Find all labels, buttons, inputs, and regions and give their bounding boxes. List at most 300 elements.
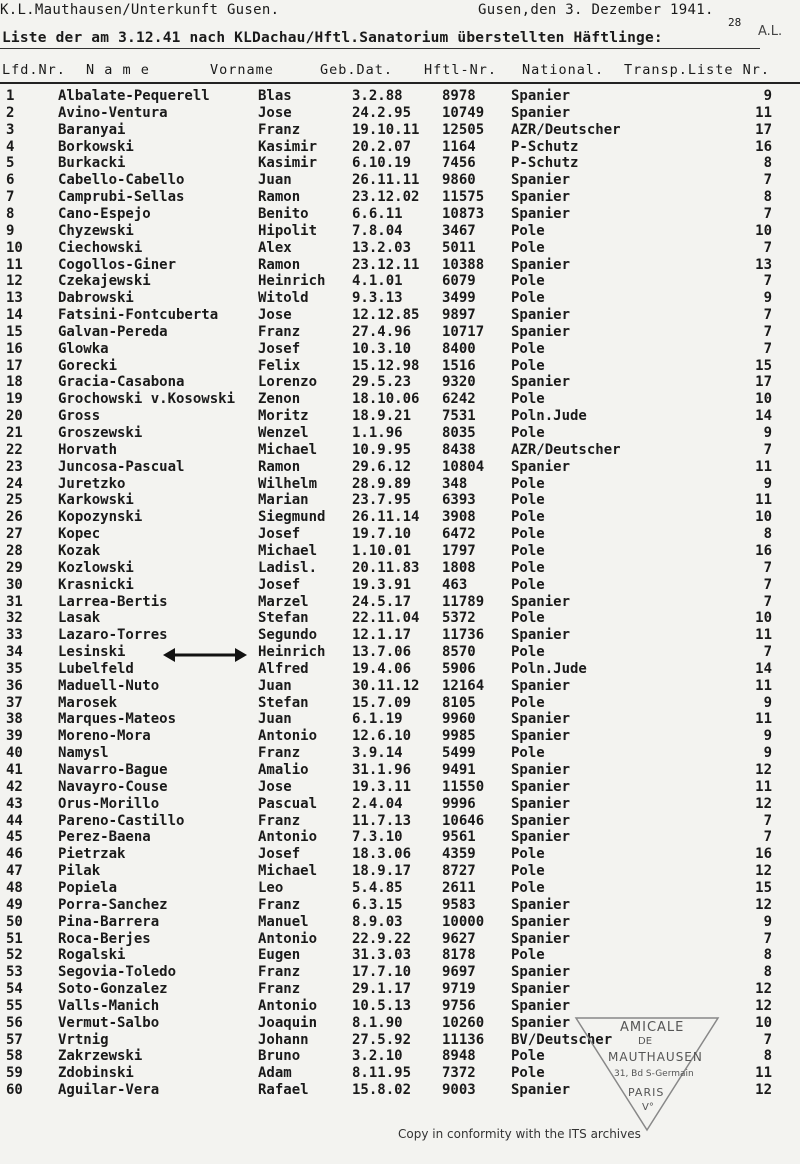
row-name: Gorecki bbox=[58, 357, 118, 374]
row-birthdate: 8.9.03 bbox=[352, 913, 403, 930]
row-vorname: Benito bbox=[258, 205, 309, 222]
row-transport-list: 8 bbox=[763, 947, 772, 964]
row-name: Maduell-Nuto bbox=[58, 677, 160, 694]
row-number: 18 bbox=[6, 374, 23, 391]
row-nationality: Spanier bbox=[511, 964, 571, 981]
table-row bbox=[0, 695, 800, 712]
row-transport-list: 14 bbox=[755, 408, 772, 425]
row-prisoner-number: 8035 bbox=[442, 425, 476, 441]
row-birthdate: 5.4.85 bbox=[352, 879, 403, 896]
row-name: Pietrzak bbox=[58, 846, 126, 863]
row-birthdate: 31.3.03 bbox=[352, 947, 412, 964]
row-number: 9 bbox=[6, 222, 15, 239]
table-row bbox=[0, 206, 800, 223]
row-prisoner-number: 11789 bbox=[442, 593, 485, 610]
table-row bbox=[0, 459, 800, 476]
row-prisoner-number: 10000 bbox=[442, 913, 485, 930]
row-birthdate: 15.7.09 bbox=[352, 694, 412, 711]
row-name: Namysl bbox=[58, 745, 109, 762]
row-nationality: Spanier bbox=[511, 1014, 571, 1031]
row-number: 17 bbox=[6, 357, 23, 374]
row-prisoner-number: 10388 bbox=[442, 256, 485, 273]
row-number: 10 bbox=[6, 239, 23, 256]
row-number: 57 bbox=[6, 1031, 23, 1048]
table-row bbox=[0, 492, 800, 509]
row-transport-list: 9 bbox=[763, 745, 772, 762]
row-transport-list: 12 bbox=[755, 981, 772, 998]
row-name: Kozak bbox=[58, 542, 101, 559]
table-row bbox=[0, 560, 800, 577]
row-name: Larrea-Bertis bbox=[58, 593, 168, 610]
row-birthdate: 1.1.96 bbox=[352, 425, 403, 441]
row-name: Chyzewski bbox=[58, 222, 134, 239]
row-nationality: Spanier bbox=[511, 812, 571, 829]
row-number: 47 bbox=[6, 863, 23, 880]
row-name: Kopozynski bbox=[58, 509, 143, 526]
table-row bbox=[0, 947, 800, 964]
row-vorname: Blas bbox=[258, 88, 292, 104]
table-row bbox=[0, 829, 800, 846]
row-birthdate: 18.9.17 bbox=[352, 863, 412, 880]
row-number: 27 bbox=[6, 526, 23, 543]
row-prisoner-number: 12164 bbox=[442, 677, 485, 694]
row-prisoner-number: 12505 bbox=[442, 121, 485, 138]
row-vorname: Hipolit bbox=[258, 222, 318, 239]
row-transport-list: 10 bbox=[755, 610, 772, 627]
row-nationality: Spanier bbox=[511, 930, 571, 947]
row-transport-list: 8 bbox=[763, 189, 772, 206]
row-transport-list: 7 bbox=[763, 205, 772, 222]
row-transport-list: 11 bbox=[755, 778, 772, 795]
row-transport-list: 7 bbox=[763, 441, 772, 458]
row-prisoner-number: 2611 bbox=[442, 879, 476, 896]
table-row bbox=[0, 728, 800, 745]
row-vorname: Rafael bbox=[258, 1082, 309, 1099]
header-camp: K.L.Mauthausen/Unterkunft Gusen. bbox=[0, 2, 280, 18]
row-nationality: Pole bbox=[511, 492, 545, 509]
col-no: Lfd.Nr. bbox=[2, 62, 66, 78]
row-transport-list: 17 bbox=[755, 374, 772, 391]
row-birthdate: 4.1.01 bbox=[352, 273, 403, 290]
row-nationality: Pole bbox=[511, 610, 545, 627]
row-number: 53 bbox=[6, 964, 23, 981]
row-prisoner-number: 9960 bbox=[442, 711, 476, 728]
row-name: Karkowski bbox=[58, 492, 134, 509]
table-row bbox=[0, 341, 800, 358]
row-birthdate: 27.4.96 bbox=[352, 323, 412, 340]
row-transport-list: 9 bbox=[763, 694, 772, 711]
col-vorname: Vorname bbox=[210, 62, 274, 78]
row-vorname: Wilhelm bbox=[258, 475, 318, 492]
row-prisoner-number: 11136 bbox=[442, 1031, 485, 1048]
row-birthdate: 19.3.11 bbox=[352, 778, 412, 795]
table-row bbox=[0, 358, 800, 375]
row-name: Czekajewski bbox=[58, 273, 151, 290]
header-date: Gusen,den 3. Dezember 1941. bbox=[478, 2, 714, 18]
row-birthdate: 23.12.11 bbox=[352, 256, 420, 273]
row-transport-list: 7 bbox=[763, 323, 772, 340]
row-transport-list: 9 bbox=[763, 475, 772, 492]
row-birthdate: 2.4.04 bbox=[352, 795, 403, 812]
row-transport-list: 10 bbox=[755, 391, 772, 408]
row-vorname: Juan bbox=[258, 172, 292, 189]
row-number: 30 bbox=[6, 576, 23, 593]
row-nationality: AZR/Deutscher bbox=[511, 121, 621, 138]
table-row bbox=[0, 324, 800, 341]
row-birthdate: 31.1.96 bbox=[352, 762, 412, 778]
row-vorname: Franz bbox=[258, 812, 301, 829]
row-prisoner-number: 10804 bbox=[442, 458, 485, 475]
row-transport-list: 7 bbox=[763, 812, 772, 829]
row-vorname: Witold bbox=[258, 290, 309, 307]
col-transp: Transp.Liste Nr. bbox=[624, 62, 771, 78]
table-row bbox=[0, 172, 800, 189]
page-number: 28 bbox=[728, 16, 742, 29]
row-number: 13 bbox=[6, 290, 23, 307]
row-number: 1 bbox=[6, 88, 15, 104]
table-row bbox=[0, 290, 800, 307]
row-transport-list: 9 bbox=[763, 913, 772, 930]
row-number: 39 bbox=[6, 728, 23, 745]
row-name: Dabrowski bbox=[58, 290, 134, 307]
row-vorname: Zenon bbox=[258, 391, 301, 408]
row-prisoner-number: 8105 bbox=[442, 694, 476, 711]
row-vorname: Siegmund bbox=[258, 509, 326, 526]
row-vorname: Manuel bbox=[258, 913, 309, 930]
row-vorname: Franz bbox=[258, 981, 301, 998]
row-prisoner-number: 463 bbox=[442, 576, 468, 593]
table-row bbox=[0, 509, 800, 526]
row-number: 12 bbox=[6, 273, 23, 290]
row-prisoner-number: 4359 bbox=[442, 846, 476, 863]
table-row bbox=[0, 543, 800, 560]
table-row bbox=[0, 374, 800, 391]
row-birthdate: 23.12.02 bbox=[352, 189, 420, 206]
row-nationality: Pole bbox=[511, 357, 545, 374]
row-number: 22 bbox=[6, 441, 23, 458]
row-nationality: Spanier bbox=[511, 323, 571, 340]
row-vorname: Adam bbox=[258, 1065, 292, 1082]
row-nationality: Spanier bbox=[511, 913, 571, 930]
row-prisoner-number: 5372 bbox=[442, 610, 476, 627]
row-nationality: Pole bbox=[511, 694, 545, 711]
row-name: Borkowski bbox=[58, 138, 134, 155]
row-nationality: Pole bbox=[511, 644, 545, 661]
row-birthdate: 19.7.10 bbox=[352, 526, 412, 543]
row-nationality: Pole bbox=[511, 542, 545, 559]
row-birthdate: 24.2.95 bbox=[352, 104, 412, 121]
row-number: 23 bbox=[6, 458, 23, 475]
row-nationality: Poln.Jude bbox=[511, 660, 587, 677]
row-birthdate: 29.1.17 bbox=[352, 981, 412, 998]
row-name: Kopec bbox=[58, 526, 101, 543]
table-row bbox=[0, 307, 800, 324]
row-birthdate: 8.11.95 bbox=[352, 1065, 412, 1082]
row-nationality: Pole bbox=[511, 526, 545, 543]
row-nationality: Pole bbox=[511, 576, 545, 593]
row-birthdate: 12.12.85 bbox=[352, 307, 420, 324]
table-row bbox=[0, 273, 800, 290]
row-nationality: Pole bbox=[511, 425, 545, 441]
row-transport-list: 7 bbox=[763, 644, 772, 661]
row-birthdate: 27.5.92 bbox=[352, 1031, 412, 1048]
table-row bbox=[0, 88, 800, 105]
row-nationality: Pole bbox=[511, 239, 545, 256]
row-number: 7 bbox=[6, 189, 15, 206]
row-transport-list: 7 bbox=[763, 930, 772, 947]
row-name: Pina-Barrera bbox=[58, 913, 160, 930]
row-prisoner-number: 6472 bbox=[442, 526, 476, 543]
row-name: Cabello-Cabello bbox=[58, 172, 185, 189]
row-birthdate: 12.6.10 bbox=[352, 728, 412, 745]
row-prisoner-number: 8178 bbox=[442, 947, 476, 964]
row-name: Avino-Ventura bbox=[58, 104, 168, 121]
table-row bbox=[0, 813, 800, 830]
row-vorname: Franz bbox=[258, 964, 301, 981]
row-transport-list: 9 bbox=[763, 425, 772, 441]
row-name: Lazaro-Torres bbox=[58, 627, 168, 644]
row-vorname: Franz bbox=[258, 323, 301, 340]
row-name: Zakrzewski bbox=[58, 1048, 143, 1065]
row-birthdate: 15.8.02 bbox=[352, 1082, 412, 1099]
row-name: Burkacki bbox=[58, 155, 126, 172]
row-name: Zdobinski bbox=[58, 1065, 134, 1082]
row-prisoner-number: 1797 bbox=[442, 542, 476, 559]
title-underline bbox=[0, 48, 760, 49]
row-birthdate: 24.5.17 bbox=[352, 593, 412, 610]
row-nationality: Spanier bbox=[511, 711, 571, 728]
row-transport-list: 12 bbox=[755, 997, 772, 1014]
row-vorname: Franz bbox=[258, 896, 301, 913]
row-name: Galvan-Pereda bbox=[58, 323, 168, 340]
row-prisoner-number: 8978 bbox=[442, 88, 476, 104]
copy-note: Copy in conformity with the ITS archives bbox=[398, 1127, 641, 1141]
row-prisoner-number: 5011 bbox=[442, 239, 476, 256]
row-prisoner-number: 7372 bbox=[442, 1065, 476, 1082]
row-vorname: Antonio bbox=[258, 997, 318, 1014]
row-prisoner-number: 11550 bbox=[442, 778, 485, 795]
row-name: Horvath bbox=[58, 441, 118, 458]
row-number: 11 bbox=[6, 256, 23, 273]
table-row bbox=[0, 594, 800, 611]
row-name: Camprubi-Sellas bbox=[58, 189, 185, 206]
row-birthdate: 13.7.06 bbox=[352, 644, 412, 661]
row-name: Marosek bbox=[58, 694, 118, 711]
row-prisoner-number: 9003 bbox=[442, 1082, 476, 1099]
row-transport-list: 15 bbox=[755, 357, 772, 374]
row-vorname: Moritz bbox=[258, 408, 309, 425]
row-number: 41 bbox=[6, 762, 23, 778]
row-vorname: Juan bbox=[258, 711, 292, 728]
row-nationality: Poln.Jude bbox=[511, 408, 587, 425]
table-row bbox=[0, 931, 800, 948]
row-prisoner-number: 10646 bbox=[442, 812, 485, 829]
row-vorname: Jose bbox=[258, 778, 292, 795]
row-nationality: Pole bbox=[511, 340, 545, 357]
row-prisoner-number: 9697 bbox=[442, 964, 476, 981]
row-birthdate: 20.11.83 bbox=[352, 559, 420, 576]
table-row bbox=[0, 526, 800, 543]
header-rule bbox=[0, 82, 800, 84]
row-birthdate: 1.10.01 bbox=[352, 542, 412, 559]
row-birthdate: 18.10.06 bbox=[352, 391, 420, 408]
row-vorname: Wenzel bbox=[258, 425, 309, 441]
row-transport-list: 7 bbox=[763, 576, 772, 593]
row-transport-list: 9 bbox=[763, 290, 772, 307]
row-prisoner-number: 1516 bbox=[442, 357, 476, 374]
row-prisoner-number: 9897 bbox=[442, 307, 476, 324]
row-number: 46 bbox=[6, 846, 23, 863]
row-name: Juretzko bbox=[58, 475, 126, 492]
row-vorname: Ladisl. bbox=[258, 559, 318, 576]
table-row bbox=[0, 711, 800, 728]
row-prisoner-number: 9985 bbox=[442, 728, 476, 745]
row-name: Kozlowski bbox=[58, 559, 134, 576]
col-geb: Geb.Dat. bbox=[320, 62, 394, 78]
row-prisoner-number: 9583 bbox=[442, 896, 476, 913]
stamp-line-4: 31, Bd S-Germain bbox=[614, 1069, 694, 1079]
row-name: Lubelfeld bbox=[58, 660, 134, 677]
row-transport-list: 11 bbox=[755, 677, 772, 694]
table-row bbox=[0, 863, 800, 880]
row-nationality: Spanier bbox=[511, 307, 571, 324]
row-nationality: Pole bbox=[511, 509, 545, 526]
row-number: 32 bbox=[6, 610, 23, 627]
row-number: 31 bbox=[6, 593, 23, 610]
row-prisoner-number: 11736 bbox=[442, 627, 485, 644]
row-prisoner-number: 9320 bbox=[442, 374, 476, 391]
row-number: 42 bbox=[6, 778, 23, 795]
row-number: 29 bbox=[6, 559, 23, 576]
row-name: Vermut-Salbo bbox=[58, 1014, 160, 1031]
row-number: 56 bbox=[6, 1014, 23, 1031]
row-transport-list: 12 bbox=[755, 1082, 772, 1099]
row-vorname: Heinrich bbox=[258, 273, 326, 290]
row-birthdate: 6.1.19 bbox=[352, 711, 403, 728]
row-number: 37 bbox=[6, 694, 23, 711]
row-nationality: Spanier bbox=[511, 795, 571, 812]
row-vorname: Jose bbox=[258, 104, 292, 121]
row-vorname: Antonio bbox=[258, 829, 318, 846]
row-number: 59 bbox=[6, 1065, 23, 1082]
row-transport-list: 8 bbox=[763, 526, 772, 543]
double-arrow-icon bbox=[163, 645, 247, 665]
row-vorname: Pascual bbox=[258, 795, 318, 812]
row-transport-list: 15 bbox=[755, 879, 772, 896]
row-name: Albalate-Pequerell bbox=[58, 88, 210, 104]
row-prisoner-number: 6242 bbox=[442, 391, 476, 408]
table-row bbox=[0, 661, 800, 678]
row-number: 35 bbox=[6, 660, 23, 677]
row-prisoner-number: 1164 bbox=[442, 138, 476, 155]
row-prisoner-number: 5906 bbox=[442, 660, 476, 677]
document-title: Liste der am 3.12.41 nach KLDachau/Hftl.Sanatorium überstellten Häftlinge: bbox=[2, 30, 663, 46]
row-number: 3 bbox=[6, 121, 15, 138]
row-birthdate: 6.6.11 bbox=[352, 205, 403, 222]
row-nationality: Pole bbox=[511, 559, 545, 576]
row-nationality: Spanier bbox=[511, 593, 571, 610]
row-vorname: Segundo bbox=[258, 627, 318, 644]
row-birthdate: 23.7.95 bbox=[352, 492, 412, 509]
row-birthdate: 29.5.23 bbox=[352, 374, 412, 391]
row-vorname: Leo bbox=[258, 879, 284, 896]
row-nationality: Spanier bbox=[511, 374, 571, 391]
stamp-line-2: DE bbox=[638, 1036, 653, 1047]
row-prisoner-number: 7456 bbox=[442, 155, 476, 172]
row-prisoner-number: 9719 bbox=[442, 981, 476, 998]
row-vorname: Josef bbox=[258, 576, 301, 593]
column-headers bbox=[0, 62, 800, 82]
row-number: 52 bbox=[6, 947, 23, 964]
row-prisoner-number: 348 bbox=[442, 475, 468, 492]
row-number: 40 bbox=[6, 745, 23, 762]
row-transport-list: 16 bbox=[755, 542, 772, 559]
row-name: Glowka bbox=[58, 340, 109, 357]
row-number: 43 bbox=[6, 795, 23, 812]
table-row bbox=[0, 796, 800, 813]
row-prisoner-number: 9860 bbox=[442, 172, 476, 189]
row-birthdate: 19.4.06 bbox=[352, 660, 412, 677]
row-prisoner-number: 10749 bbox=[442, 104, 485, 121]
row-transport-list: 7 bbox=[763, 829, 772, 846]
row-name: Ciechowski bbox=[58, 239, 143, 256]
row-nationality: Spanier bbox=[511, 677, 571, 694]
row-prisoner-number: 7531 bbox=[442, 408, 476, 425]
row-birthdate: 3.2.10 bbox=[352, 1048, 403, 1065]
table-row bbox=[0, 981, 800, 998]
row-number: 25 bbox=[6, 492, 23, 509]
row-number: 2 bbox=[6, 104, 15, 121]
row-birthdate: 22.11.04 bbox=[352, 610, 420, 627]
row-name: Orus-Morillo bbox=[58, 795, 160, 812]
row-vorname: Franz bbox=[258, 745, 301, 762]
row-vorname: Marzel bbox=[258, 593, 309, 610]
row-nationality: Spanier bbox=[511, 896, 571, 913]
row-number: 34 bbox=[6, 644, 23, 661]
row-nationality: Spanier bbox=[511, 189, 571, 206]
row-transport-list: 16 bbox=[755, 846, 772, 863]
row-nationality: Pole bbox=[511, 273, 545, 290]
row-vorname: Eugen bbox=[258, 947, 301, 964]
row-nationality: P-Schutz bbox=[511, 138, 579, 155]
row-nationality: Pole bbox=[511, 947, 545, 964]
row-transport-list: 14 bbox=[755, 660, 772, 677]
row-transport-list: 8 bbox=[763, 155, 772, 172]
row-number: 45 bbox=[6, 829, 23, 846]
row-birthdate: 11.7.13 bbox=[352, 812, 412, 829]
row-birthdate: 17.7.10 bbox=[352, 964, 412, 981]
row-number: 6 bbox=[6, 172, 15, 189]
row-transport-list: 17 bbox=[755, 121, 772, 138]
row-nationality: Spanier bbox=[511, 256, 571, 273]
table-row bbox=[0, 644, 800, 661]
stamp-line-6: V° bbox=[642, 1102, 654, 1113]
col-name: N a m e bbox=[86, 62, 150, 78]
stamp-line-3: MAUTHAUSEN bbox=[608, 1050, 703, 1064]
row-transport-list: 12 bbox=[755, 863, 772, 880]
row-prisoner-number: 1808 bbox=[442, 559, 476, 576]
row-name: Porra-Sanchez bbox=[58, 896, 168, 913]
stamp-line-5: PARIS bbox=[628, 1086, 665, 1099]
row-vorname: Jose bbox=[258, 307, 292, 324]
row-number: 49 bbox=[6, 896, 23, 913]
table-row bbox=[0, 189, 800, 206]
row-number: 19 bbox=[6, 391, 23, 408]
row-name: Groszewski bbox=[58, 425, 143, 441]
row-transport-list: 7 bbox=[763, 559, 772, 576]
table-row bbox=[0, 257, 800, 274]
row-transport-list: 11 bbox=[755, 104, 772, 121]
